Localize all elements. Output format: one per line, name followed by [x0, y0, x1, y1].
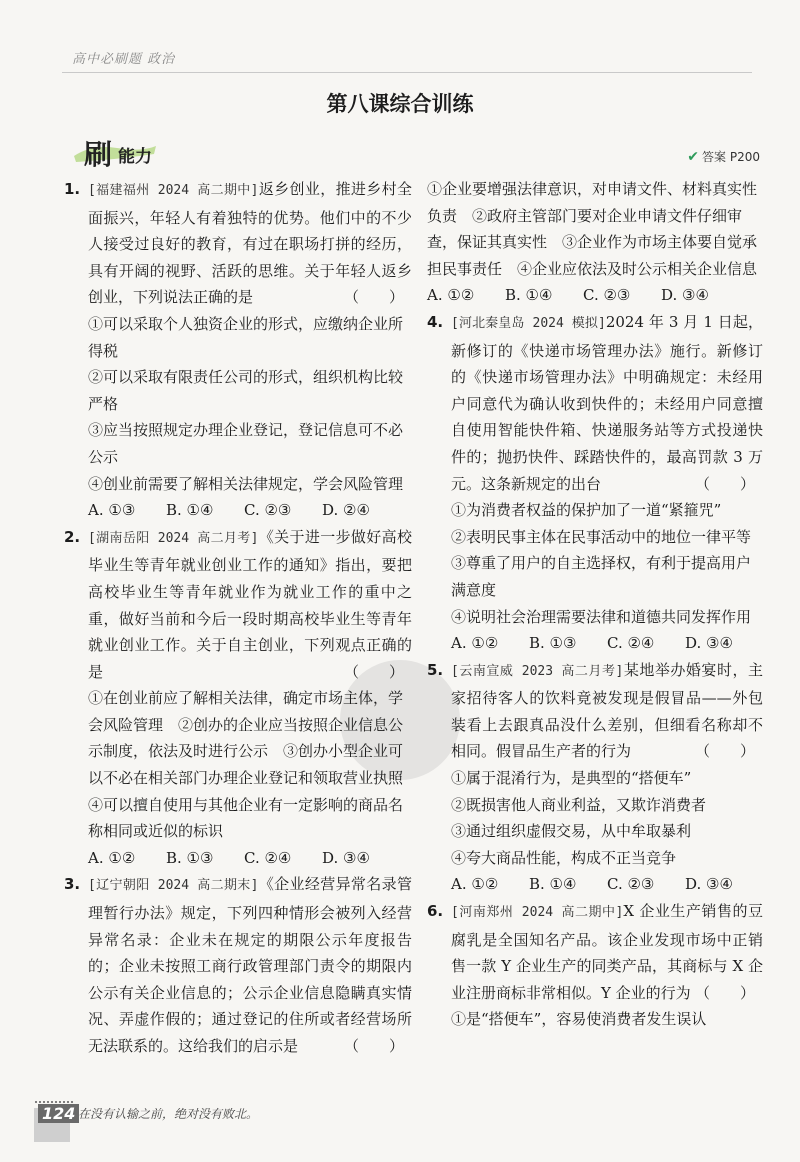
question-stem: 2024 年 3 月 1 日起，新修订的《快递市场管理办法》施行。新修订的《快递市场管理办法》中明确规定：未经用户同意代为确认收到快件的；未经用户同意擅自使用智能快件箱、快递服务站等方式投递快件的；抛扔快件、踩踏快件的，最高罚款 3 万元。这条新规定的出台: [451, 312, 763, 493]
question-source: [河南郑州 2024 高二期中]: [451, 905, 624, 921]
option: ①是“搭便车”，容易使消费者发生误认: [451, 1010, 707, 1029]
header-divider: [62, 72, 752, 73]
section-word: 能力: [118, 147, 152, 167]
option: ①企业要增强法律意识，对申请文件、材料真实性负责 ②政府主管部门要对企业申请文件仔细审查，保证其真实性 ③企业作为市场主体要自觉承担民事责任 ④企业应依法及时公示相关企业信息: [427, 180, 758, 278]
option: ③通过组织虚假交易，从中牟取暴利: [451, 822, 692, 841]
choice-a: A. ①②: [451, 875, 499, 894]
choice-row: [427, 282, 763, 309]
question-1: [64, 176, 412, 524]
check-icon: ✔: [687, 148, 700, 165]
choice-c: C. ②③: [244, 501, 292, 520]
question-stem: 《企业经营异常名录管理暂行办法》规定，下列四种情形会被列入经营异常名录：企业未在规定的期限公示年度报告的；企业未按照工商行政管理部门责令的期限内公示有关企业信息的；公示企业信息隐瞒真实情况、弄虚作假的；通过登记的住所或者经营场所无法联系的。这给我们的启示是: [88, 875, 412, 1055]
choice-row: [427, 630, 763, 657]
question-4: [427, 309, 763, 657]
page-number: 124: [38, 1104, 79, 1123]
answer-bracket: （ ）: [343, 1037, 404, 1055]
question-2: [64, 524, 419, 872]
answer-bracket: （ ）: [343, 662, 404, 681]
choice-a: A. ①③: [88, 501, 136, 520]
choice-b: B. ①④: [529, 875, 577, 894]
choice-row: [64, 845, 412, 872]
choice-c: C. ②③: [583, 286, 631, 305]
section-kanji: 刷: [84, 138, 113, 171]
section-badge: [72, 130, 162, 174]
choice-d: D. ③④: [661, 286, 709, 305]
question-source: [湖南岳阳 2024 高二月考]: [88, 530, 259, 546]
question-source: [辽宁朝阳 2024 高二期末]: [88, 878, 259, 894]
left-column: [64, 176, 419, 1060]
answer-page-label: 答案 P200: [702, 150, 760, 164]
question-number: 6.: [427, 902, 444, 921]
choice-b: B. ①④: [505, 286, 553, 305]
option: ②表明民事主体在民事活动中的地位一律平等: [451, 527, 752, 546]
choice-a: A. ①②: [88, 848, 136, 867]
choice-b: B. ①④: [166, 501, 214, 520]
choice-a: A. ①②: [427, 286, 475, 305]
page-title: 第八课综合训练: [326, 92, 474, 116]
answer-bracket: （ ）: [694, 983, 755, 1002]
book-header: 高中必刷题 政治: [72, 52, 176, 67]
option: ①可以采取个人独资企业的形式，应缴纳企业所得税: [88, 314, 404, 360]
option: ②可以采取有限责任公司的形式，组织机构比较严格: [88, 368, 404, 413]
choice-b: B. ①③: [166, 848, 214, 867]
question-stem: 返乡创业，推进乡村全面振兴，年轻人有着独特的优势。他们中的不少人接受过良好的教育，有过在职场打拼的经历，具有开阔的视野、活跃的思维。关于年轻人返乡创业，下列说法正确的是: [88, 180, 412, 307]
option: ①属于混淆行为，是典型的“搭便车”: [451, 769, 692, 788]
choice-d: D. ③④: [322, 848, 370, 867]
choice-b: B. ①③: [529, 634, 577, 653]
answer-bracket: （ ）: [694, 742, 755, 761]
question-source: [福建福州 2024 高二期中]: [88, 183, 259, 198]
choice-row: [64, 497, 412, 524]
answer-bracket: （ ）: [343, 288, 404, 307]
question-stem: 《关于进一步做好高校毕业生等青年就业创业工作的通知》指出，要把高校毕业生等青年就业作为就业工作的重中之重，做好当前和今后一段时期高校毕业生等青年就业创业工作。关于自主创业，下列观点正确的是: [88, 527, 412, 681]
answer-reference: [687, 148, 760, 165]
question-3: [64, 871, 412, 1059]
question-number: 5.: [427, 660, 444, 679]
option: ③应当按照规定办理企业登记，登记信息可不必公示: [88, 421, 404, 466]
question-source: [云南宣威 2023 高二月考]: [451, 663, 624, 679]
question-number: 1.: [64, 180, 81, 198]
question-6: [427, 898, 763, 1033]
choice-c: C. ②④: [244, 848, 292, 867]
choice-row: [427, 871, 763, 898]
choice-d: D. ②④: [322, 501, 370, 520]
question-number: 3.: [64, 875, 81, 894]
question-number: 4.: [427, 312, 444, 331]
choice-d: D. ③④: [685, 634, 733, 653]
question-source: [河北秦皇岛 2024 模拟]: [451, 315, 606, 331]
choice-a: A. ①②: [451, 634, 499, 653]
right-column: [427, 176, 763, 1033]
footer-motto: 在没有认输之前，绝对没有败北。: [78, 1107, 259, 1121]
option: ②既损害他人商业利益，又欺诈消费者: [451, 795, 707, 814]
option: ④夸大商品性能，构成不正当竞争: [451, 848, 677, 867]
question-3-continued: [427, 176, 763, 309]
question-stem: X 企业生产销售的豆腐乳是全国知名产品。该企业发现市场中正销售一款 Y 企业生产的同类产品，其商标与 X 企业注册商标非常相似。Y 企业的行为: [451, 902, 763, 1002]
option: ④说明社会治理需要法律和道德共同发挥作用: [451, 607, 752, 626]
option: ①为消费者权益的保护加了一道“紧箍咒”: [451, 501, 722, 520]
option: ①在创业前应了解相关法律，确定市场主体，学会风险管理 ②创办的企业应当按照企业信息公示制度，依法及时进行公示 ③创办小型企业可以不必在相关部门办理企业登记和领取营业执照 ④可以擅自使用与其他企业有一定影响的商品名称相同或近似的标识: [88, 689, 419, 841]
choice-d: D. ③④: [685, 875, 733, 894]
choice-c: C. ②③: [607, 875, 655, 894]
question-stem: 某地举办婚宴时，主家招待客人的饮料竟被发现是假冒品——外包装看上去跟真品没什么差别，但细看名称却不相同。假冒品生产者的行为: [451, 660, 763, 761]
option: ③尊重了用户的自主选择权，有利于提高用户满意度: [451, 554, 752, 599]
question-5: [427, 657, 763, 898]
question-number: 2.: [64, 527, 81, 546]
choice-c: C. ②④: [607, 634, 655, 653]
answer-bracket: （ ）: [694, 474, 755, 493]
option: ④创业前需要了解相关法律规定，学会风险管理: [88, 474, 404, 493]
page-footer: [34, 1098, 274, 1128]
